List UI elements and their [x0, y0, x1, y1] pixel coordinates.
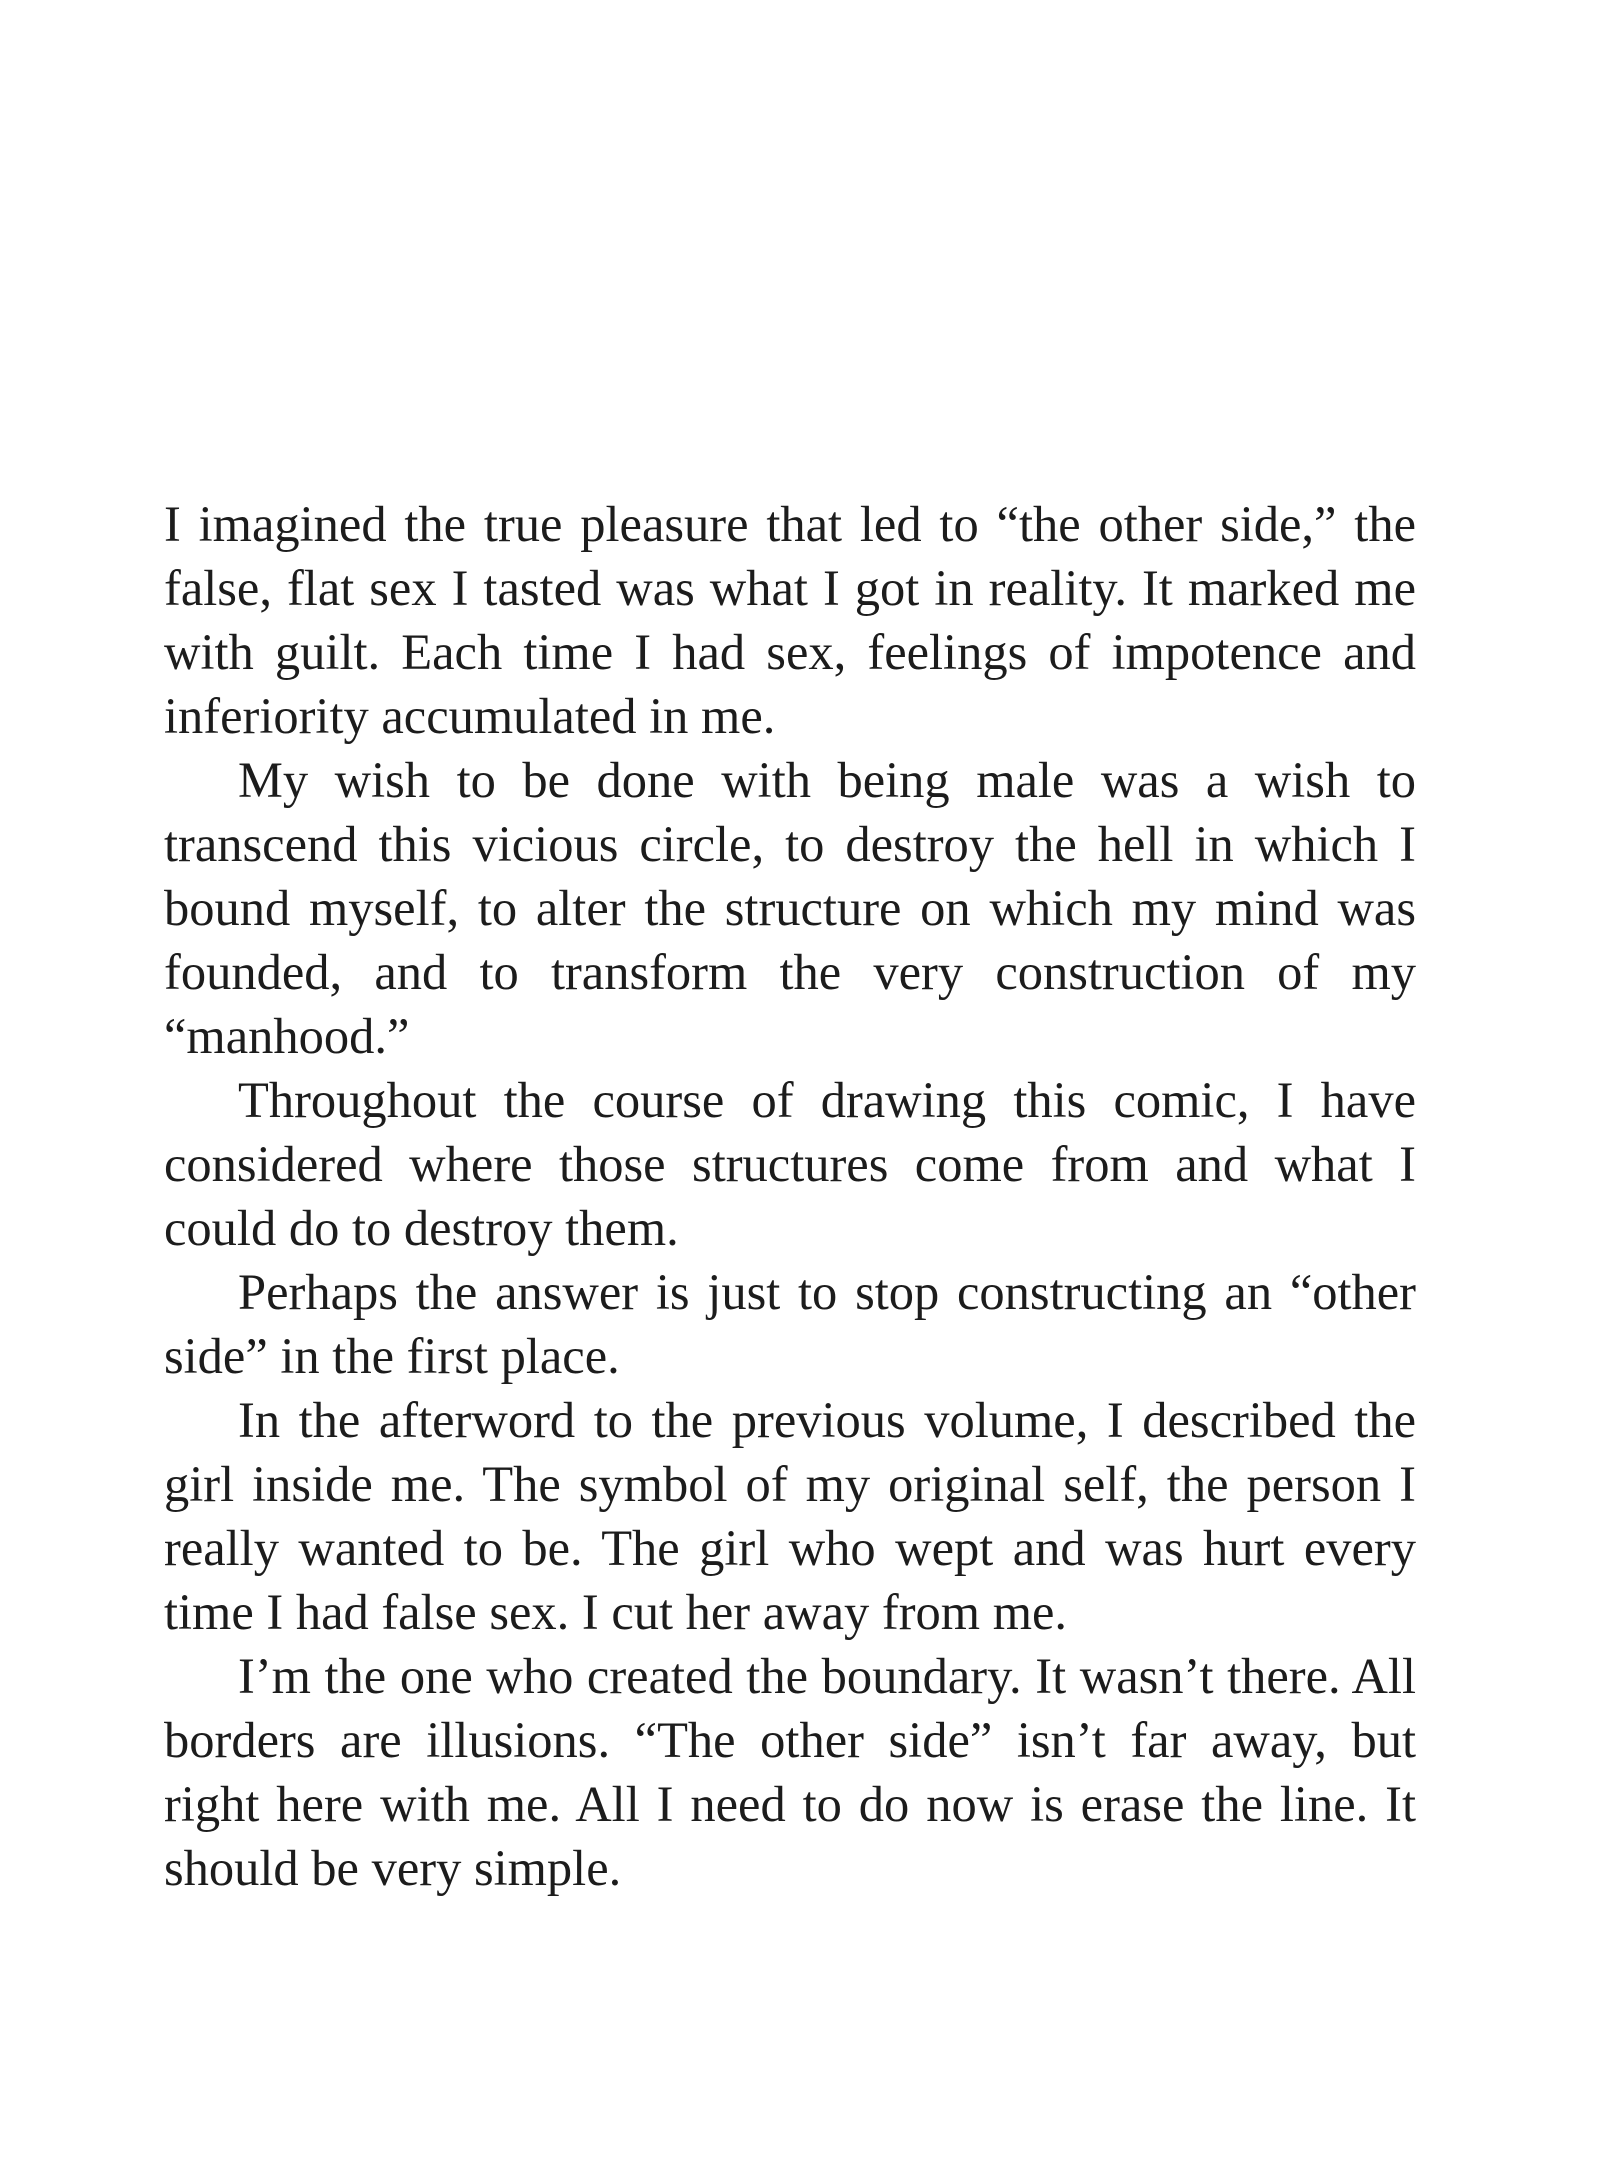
- body-text: [164, 492, 1416, 1900]
- paragraph: I’m the one who created the boundary. It wasn’t there. All borders are illusions. “The other side” isn’t far away, but right here with me. All I need to do now is erase the line. It should be very simple.: [164, 1648, 1416, 1896]
- paragraph: Throughout the course of drawing this comic, I have considered where those structures come from and what I could do to destroy them.: [164, 1072, 1416, 1256]
- paragraph: My wish to be done with being male was a wish to transcend this vicious circle, to destroy the hell in which I bound myself, to alter the structure on which my mind was founded, and to transform the very construction of my “manhood.”: [164, 752, 1416, 1064]
- paragraph: In the afterword to the previous volume, I described the girl inside me. The symbol of my original self, the person I really wanted to be. The girl who wept and was hurt every time I had false sex. I cut her away from me.: [164, 1392, 1416, 1640]
- paragraph: Perhaps the answer is just to stop constructing an “other side” in the first place.: [164, 1264, 1416, 1384]
- paragraph: I imagined the true pleasure that led to “the other side,” the false, flat sex I tasted was what I got in reality. It marked me with guilt. Each time I had sex, feelings of impotence and inferiority accumulated in me.: [164, 496, 1416, 744]
